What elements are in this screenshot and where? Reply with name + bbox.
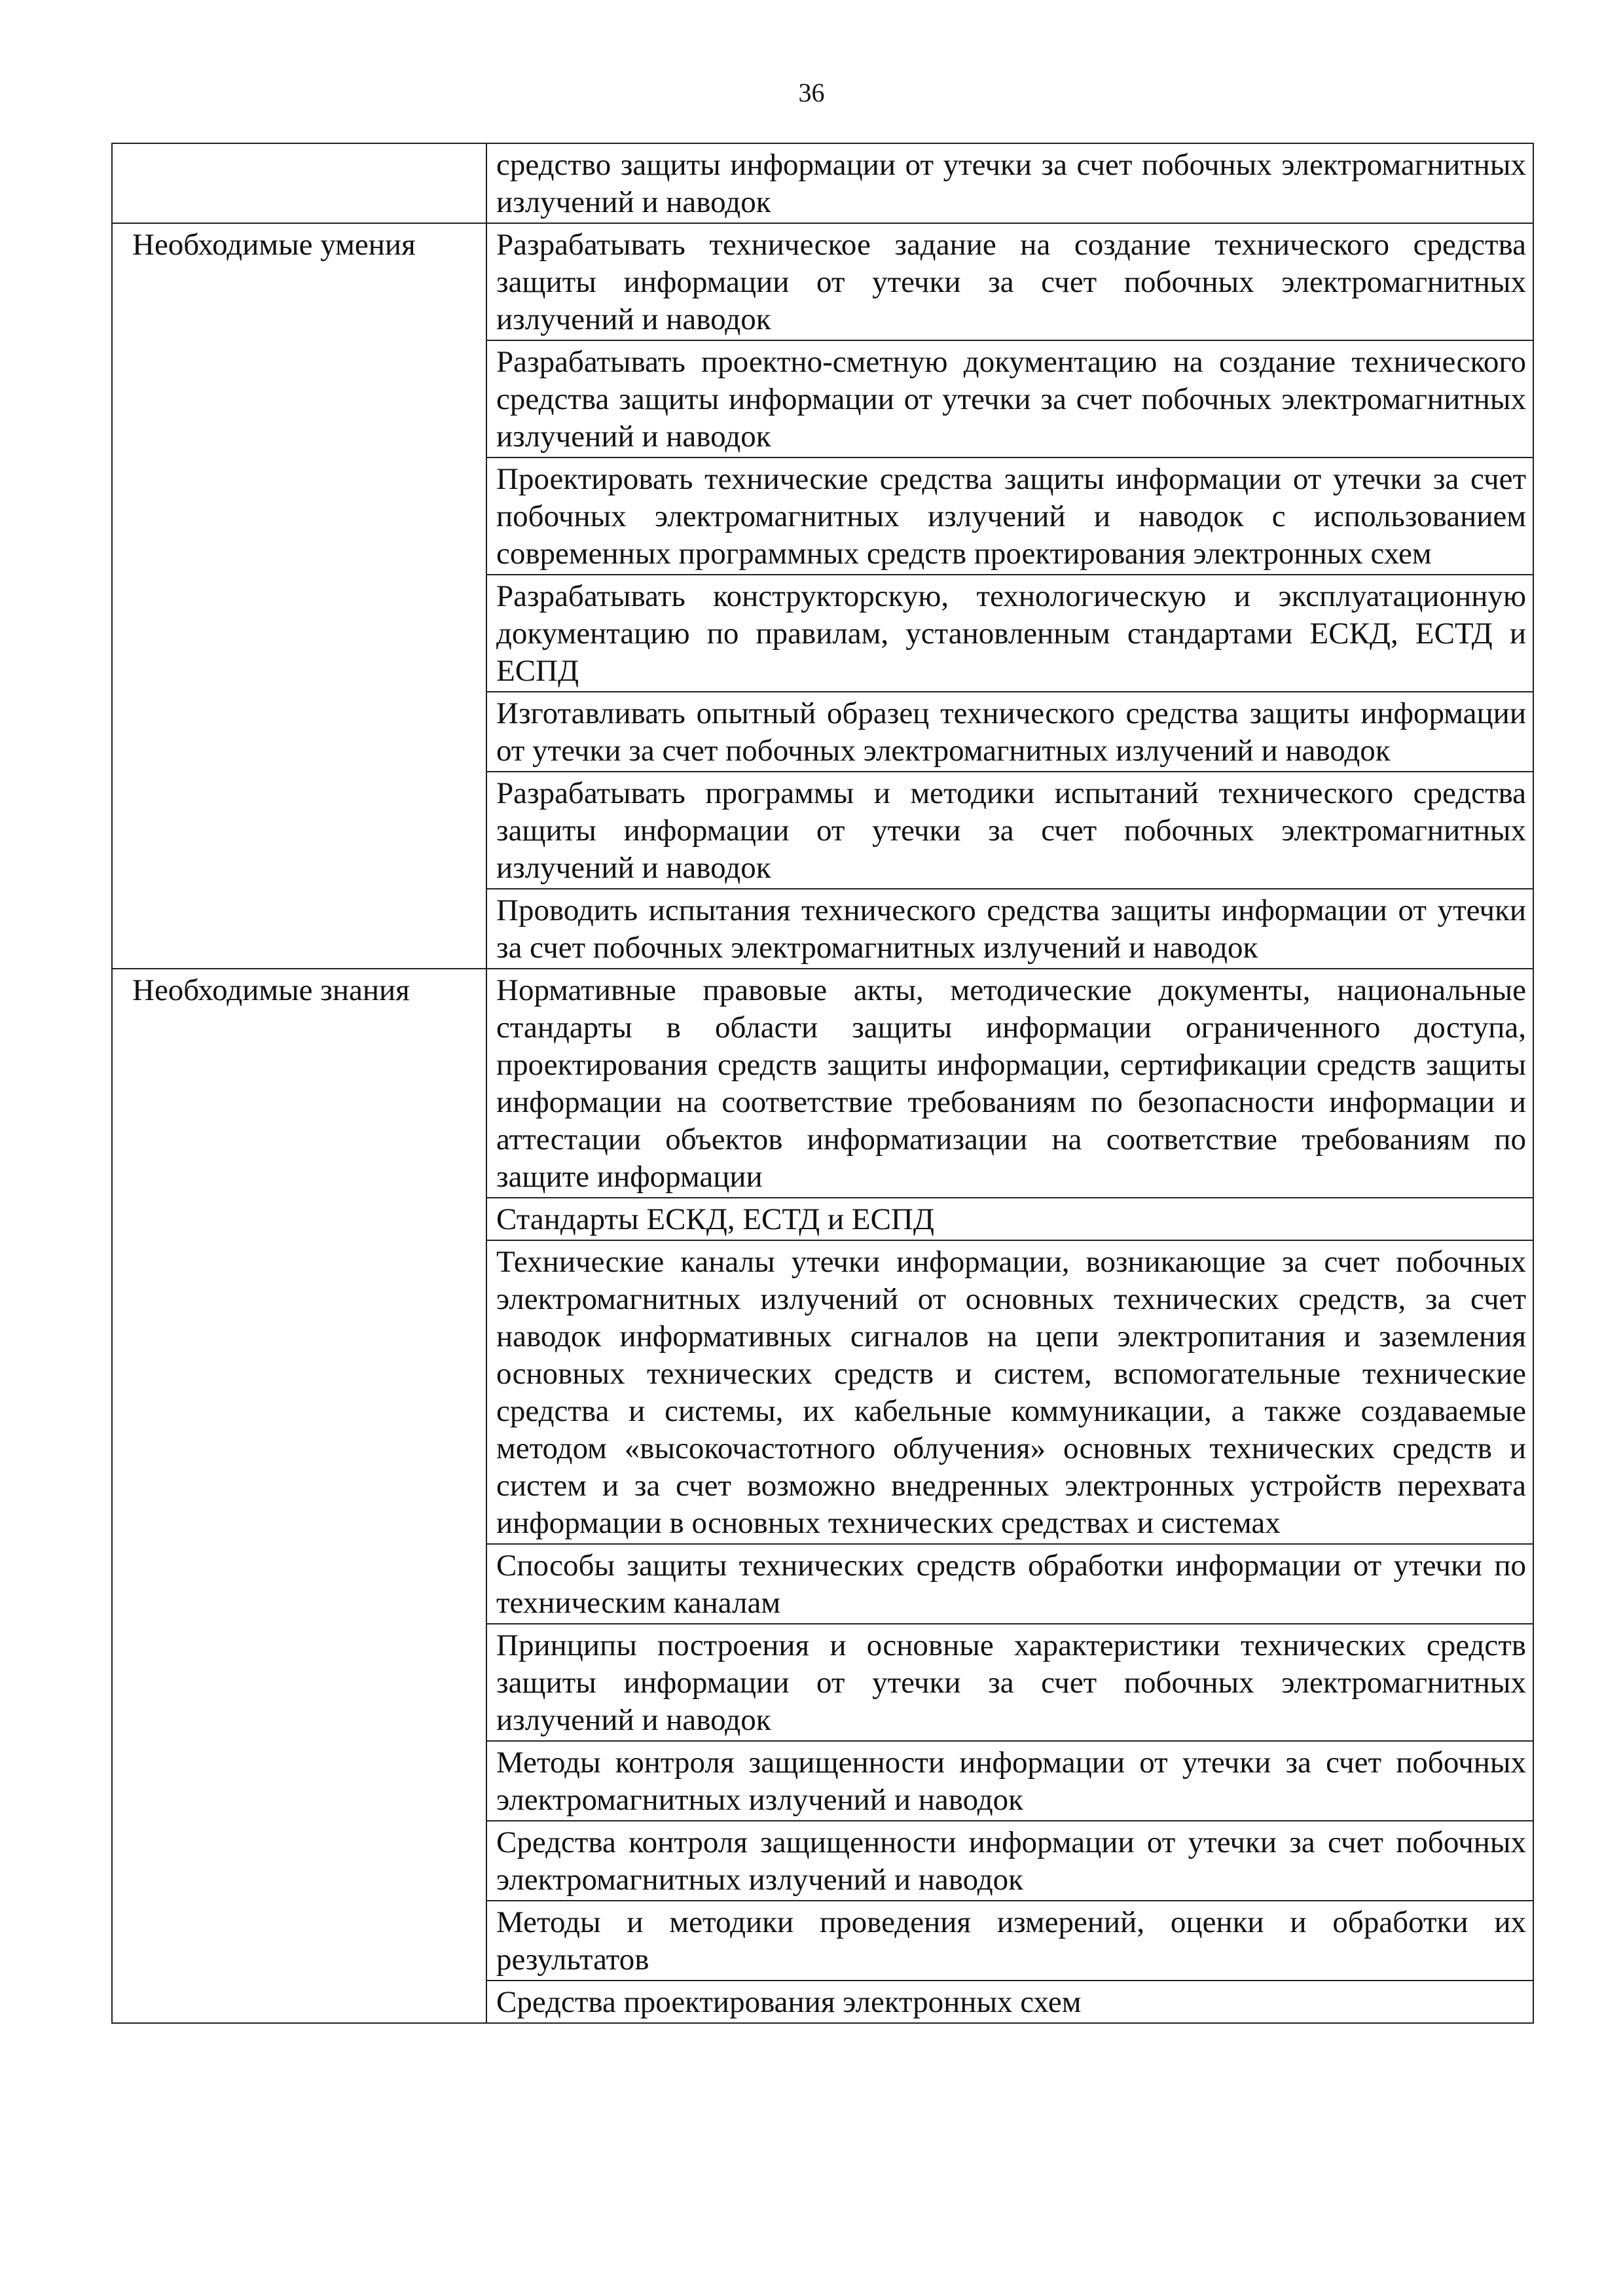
row-text: Разрабатывать программы и методики испытаний технического средства защиты информации от утечки за счет побочных электромагнитных излучений и наводок [486,772,1533,889]
row-text: средство защиты информации от утечки за счет побочных электромагнитных излучений и наводок [486,143,1533,223]
table-row [112,969,1533,1198]
row-text: Разрабатывать конструкторскую, технологическую и эксплуатационную документацию по правилам, установленным стандартами ЕСКД, ЕСТД и ЕСПД [486,575,1533,692]
row-label [112,143,486,223]
row-text: Проводить испытания технического средства защиты информации от утечки за счет побочных электромагнитных излучений и наводок [486,889,1533,969]
row-text: Технические каналы утечки информации, возникающие за счет побочных электромагнитных излучений от основных технических средств, за счет наводок информативных сигналов на цепи электропитания и заземления основных технических средств и систем, вспомогательные технические средства и системы, их кабельные коммуникации, а также создаваемые методом «высокочастотного облучения» основных технических средств и систем и за счет возможно внедренных электронных устройств перехвата информации в основных технических средствах и системах [486,1240,1533,1544]
row-text: Проектировать технические средства защиты информации от утечки за счет побочных электромагнитных излучений и наводок с использованием современных программных средств проектирования электронных схем [486,457,1533,575]
row-text: Разрабатывать техническое задание на создание технического средства защиты информации от утечки за счет побочных электромагнитных излучений и наводок [486,223,1533,340]
page-number: 36 [798,78,825,107]
row-label-skills: Необходимые умения [112,223,486,969]
row-text: Способы защиты технических средств обработки информации от утечки по техническим каналам [486,1544,1533,1624]
row-label-knowledge: Необходимые знания [112,969,486,2023]
row-text: Методы и методики проведения измерений, оценки и обработки их результатов [486,1901,1533,1981]
row-text: Принципы построения и основные характеристики технических средств защиты информации от утечки за счет побочных электромагнитных излучений и наводок [486,1624,1533,1741]
table-row [112,223,1533,340]
table-row [112,143,1533,223]
row-text: Методы контроля защищенности информации от утечки за счет побочных электромагнитных излучений и наводок [486,1741,1533,1821]
row-text: Средства проектирования электронных схем [486,1981,1533,2023]
row-text: Изготавливать опытный образец технического средства защиты информации от утечки за счет побочных электромагнитных излучений и наводок [486,692,1533,772]
row-text: Нормативные правовые акты, методические документы, национальные стандарты в области защиты информации ограниченного доступа, проектирования средств защиты информации, сертификации средств защиты информации на соответствие требованиям по безопасности информации и аттестации объектов информатизации на соответствие требованиям по защите информации [486,969,1533,1198]
row-text: Стандарты ЕСКД, ЕСТД и ЕСПД [486,1198,1533,1240]
row-text: Средства контроля защищенности информации от утечки за счет побочных электромагнитных излучений и наводок [486,1821,1533,1901]
requirements-table [111,143,1534,2024]
row-text: Разрабатывать проектно-сметную документацию на создание технического средства защиты информации от утечки за счет побочных электромагнитных излучений и наводок [486,340,1533,457]
